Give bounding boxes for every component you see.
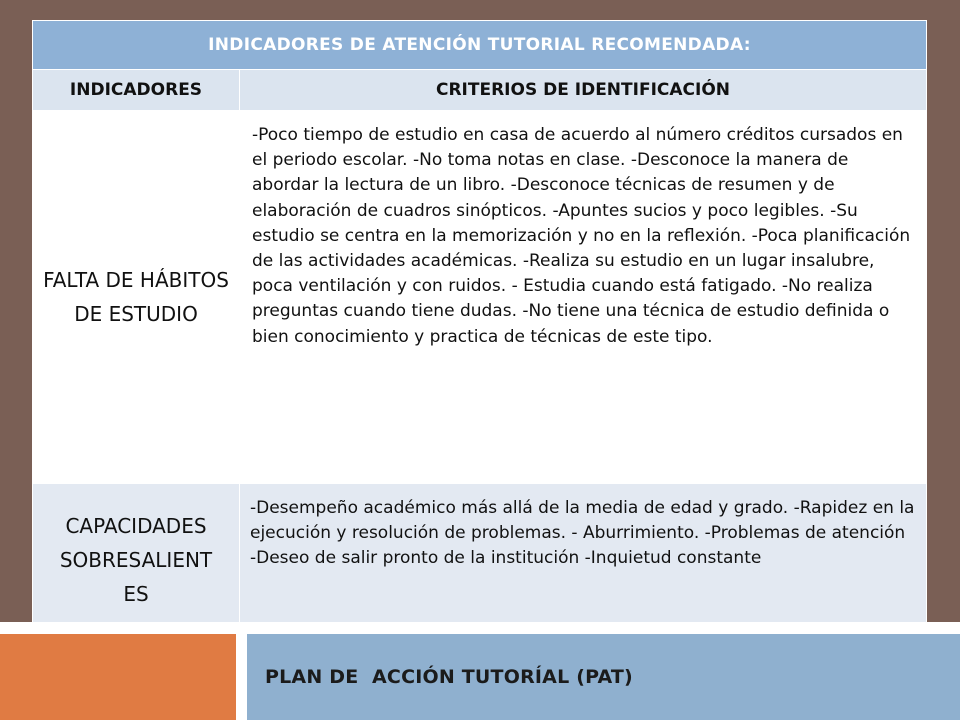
table-row [33, 484, 927, 637]
column-header-indicators: INDICADORES [33, 70, 240, 111]
criteria-cell: -Poco tiempo de estudio en casa de acuerdo al número créditos cursados en el periodo escolar. -No toma notas en clase. -Desconoce la manera de abordar la lectura de un libro. -Desconoce técnicas de resumen y de elaboración de cuadros sinópticos. -Apuntes sucios y poco legibles. -Su estudio se centra en la memorización y no en la reflexión. -Poca planificación de las actividades académicas. -Realiza su estudio en un lugar insalubre, poca ventilación y con ruidos. - Estudia cuando está fatigado. -No realiza preguntas cuando tiene dudas. -No tiene una técnica de estudio definida o bien conocimiento y practica de técnicas de este tipo. [240, 111, 927, 484]
footer-title-block [247, 634, 960, 720]
footer-accent-block [0, 634, 236, 720]
indicator-cell: CAPACIDADES SOBRESALIENT ES [33, 484, 240, 637]
indicator-cell: FALTA DE HÁBITOS DE ESTUDIO [33, 111, 240, 484]
footer-title: PLAN DE ACCIÓN TUTORÍAL (PAT) [265, 666, 633, 688]
column-header-criteria: CRITERIOS DE IDENTIFICACIÓN [240, 70, 927, 111]
table-row [33, 111, 927, 484]
tutorial-indicators-table [32, 20, 927, 637]
table-title: INDICADORES DE ATENCIÓN TUTORIAL RECOMENDADA: [33, 21, 927, 70]
criteria-cell: -Desempeño académico más allá de la media de edad y grado. -Rapidez en la ejecución y resolución de problemas. - Aburrimiento. -Problemas de atención -Deseo de salir pronto de la institución -Inquietud constante [240, 484, 927, 637]
footer-bar [0, 622, 960, 720]
